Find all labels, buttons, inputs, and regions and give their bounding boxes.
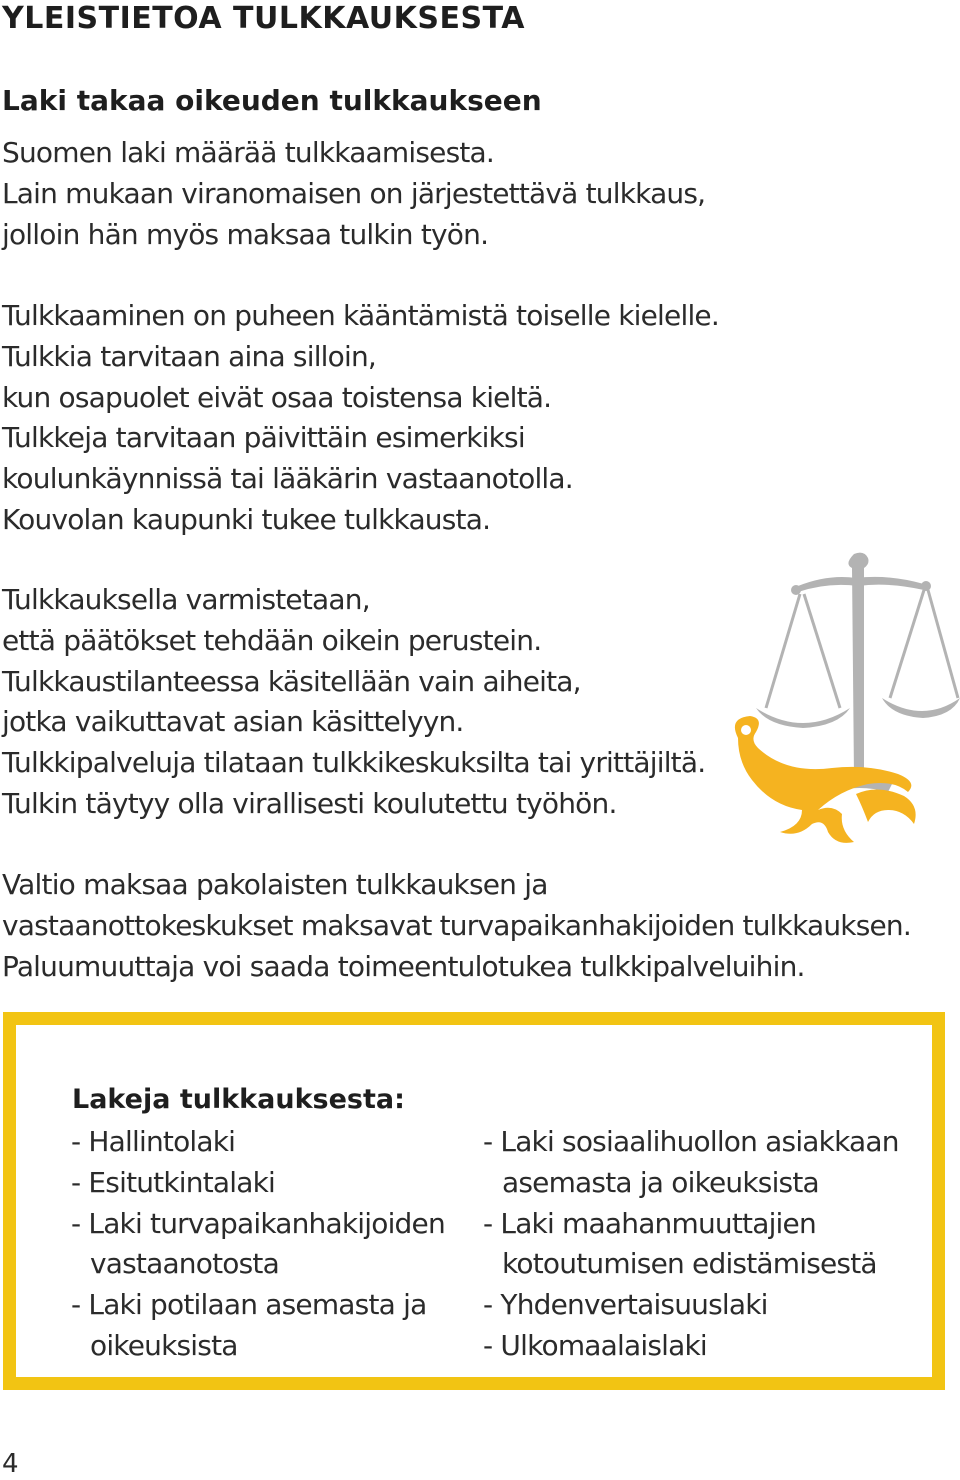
law-item-text: - Ulkomaalaislaki bbox=[483, 1328, 707, 1362]
law-item bbox=[483, 1204, 899, 1286]
paragraph-line: Lain mukaan viranomaisen on järjestettävä tulkkaus, bbox=[2, 176, 706, 210]
paragraph-line: että päätökset tehdään oikein perustein. bbox=[2, 623, 542, 657]
page-title: YLEISTIETOA TULKKAUKSESTA bbox=[2, 1, 525, 36]
paragraph-line: Tulkkauksella varmistetaan, bbox=[2, 583, 370, 616]
paragraph-interpreting-purpose bbox=[2, 580, 705, 825]
law-item-text: - Yhdenvertaisuuslaki bbox=[483, 1288, 768, 1322]
laws-box-inner bbox=[13, 1022, 935, 1380]
paragraph-line: Tulkkia tarvitaan aina silloin, bbox=[2, 339, 377, 373]
paragraph-line: Tulkkaaminen on puheen kääntämistä toiselle kielelle. bbox=[2, 299, 719, 332]
law-item-text: - Hallintolaki bbox=[71, 1125, 236, 1158]
paragraph-line: Paluumuuttaja voi saada toimeentulotukea tulkkipalveluihin. bbox=[2, 949, 805, 983]
scales-of-justice-icon bbox=[728, 548, 960, 848]
paragraph-line: koulunkäynnissä tai lääkärin vastaanotolla. bbox=[2, 462, 573, 496]
paragraph-line: Tulkin täytyy olla virallisesti koulutettu työhön. bbox=[2, 786, 617, 820]
law-item bbox=[71, 1163, 445, 1204]
law-item bbox=[483, 1122, 899, 1204]
law-item-text: - Laki turvapaikanhakijoiden bbox=[71, 1206, 445, 1240]
law-item bbox=[483, 1326, 899, 1367]
law-item bbox=[71, 1285, 445, 1367]
law-item-text: - Laki sosiaalihuollon asiakkaan bbox=[483, 1125, 899, 1158]
laws-list-right bbox=[483, 1122, 899, 1367]
paragraph-payment-info bbox=[2, 865, 911, 987]
paragraph-law-requirement bbox=[2, 133, 705, 255]
section-subtitle: Laki takaa oikeuden tulkkaukseen bbox=[2, 84, 542, 117]
paragraph-line: Valtio maksaa pakolaisten tulkkauksen ja bbox=[2, 868, 548, 901]
law-item bbox=[71, 1204, 445, 1286]
paragraph-line: vastaanottokeskukset maksavat turvapaikanhakijoiden tulkkauksen. bbox=[2, 908, 911, 942]
paragraph-line: kun osapuolet eivät osaa toistensa kieltä. bbox=[2, 380, 552, 414]
page-number: 4 bbox=[2, 1449, 19, 1479]
paragraph-line: jolloin hän myös maksaa tulkin työn. bbox=[2, 217, 489, 251]
law-item-continuation: oikeuksista bbox=[90, 1328, 238, 1362]
laws-list-left bbox=[71, 1122, 445, 1367]
law-item-continuation: asemasta ja oikeuksista bbox=[502, 1165, 819, 1199]
paragraph-line: Tulkkaustilanteessa käsitellään vain aiheita, bbox=[2, 664, 581, 698]
law-item-text: - Laki potilaan asemasta ja bbox=[71, 1288, 427, 1322]
law-item-text: - Laki maahanmuuttajien bbox=[483, 1206, 816, 1240]
paragraph-interpreting-definition bbox=[2, 296, 719, 541]
paragraph-line: jotka vaikuttavat asian käsittelyyn. bbox=[2, 705, 464, 739]
laws-heading: Lakeja tulkkauksesta: bbox=[72, 1084, 405, 1115]
paragraph-line: Kouvolan kaupunki tukee tulkkausta. bbox=[2, 502, 491, 536]
paragraph-line: Tulkkipalveluja tilataan tulkkikeskuksilta tai yrittäjiltä. bbox=[2, 746, 706, 780]
law-item-continuation: kotoutumisen edistämisestä bbox=[502, 1247, 877, 1281]
laws-box bbox=[3, 1012, 945, 1390]
law-item-continuation: vastaanotosta bbox=[90, 1247, 279, 1281]
paragraph-line: Tulkkeja tarvitaan päivittäin esimerkiksi bbox=[2, 421, 525, 455]
law-item-text: - Esitutkintalaki bbox=[71, 1165, 275, 1199]
law-item bbox=[71, 1122, 445, 1163]
paragraph-line: Suomen laki määrää tulkkaamisesta. bbox=[2, 136, 495, 169]
law-item bbox=[483, 1285, 899, 1326]
